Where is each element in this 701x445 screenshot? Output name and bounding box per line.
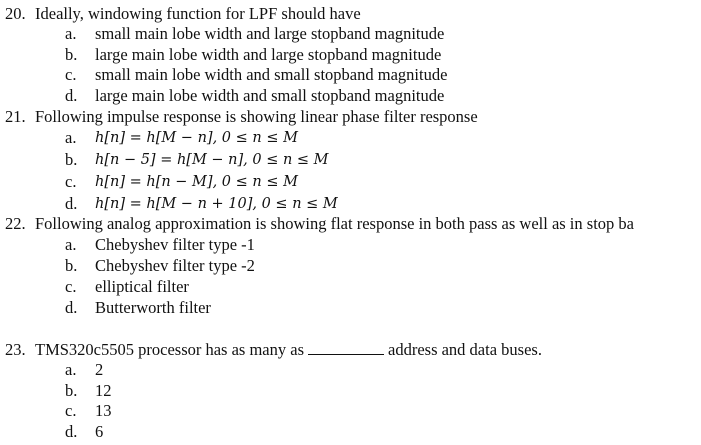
question-text <box>35 340 542 360</box>
option-letter: b. <box>65 45 78 64</box>
option-text: small main lobe width and small stopband magnitude <box>95 65 448 84</box>
option-letter: c. <box>65 401 77 420</box>
question-number: 23. <box>5 340 26 359</box>
option-letter: b. <box>65 256 78 275</box>
question-number: 21. <box>5 107 26 126</box>
question-text: Following analog approximation is showing flat response in both pass as well as in stop ba <box>35 214 634 233</box>
option-equation: h[n] = h[M − n], 0 ≤ n ≤ M <box>95 130 298 146</box>
option-letter: d. <box>65 422 78 441</box>
option-text: 2 <box>95 360 104 379</box>
option-text: large main lobe width and large stopband magnitude <box>95 45 442 64</box>
option-letter: a. <box>65 235 77 254</box>
option-text: small main lobe width and large stopband magnitude <box>95 24 445 43</box>
question-text: Following impulse response is showing linear phase filter response <box>35 107 478 126</box>
option-letter: a. <box>65 360 77 379</box>
option-text: Chebyshev filter type -2 <box>95 256 255 275</box>
option-text: elliptical filter <box>95 277 189 296</box>
question-text-before: TMS320c5505 processor has as many as <box>35 340 304 359</box>
question-number: 22. <box>5 214 26 233</box>
option-letter: a. <box>65 128 77 147</box>
option-text: large main lobe width and small stopband magnitude <box>95 86 445 105</box>
option-letter: b. <box>65 381 78 400</box>
option-equation: h[n] = h[n − M], 0 ≤ n ≤ M <box>95 174 298 190</box>
option-text: 13 <box>95 401 112 420</box>
option-equation: h[n − 5] = h[M − n], 0 ≤ n ≤ M <box>95 152 329 168</box>
option-letter: c. <box>65 277 77 296</box>
question-number: 20. <box>5 4 26 23</box>
question-text-after: address and data buses. <box>388 340 542 359</box>
option-letter: a. <box>65 24 77 43</box>
option-letter: d. <box>65 298 78 317</box>
option-text: 6 <box>95 422 104 441</box>
option-text: 12 <box>95 381 112 400</box>
option-equation: h[n] = h[M − n + 10], 0 ≤ n ≤ M <box>95 196 338 212</box>
option-text: Butterworth filter <box>95 298 211 317</box>
option-letter: b. <box>65 150 78 169</box>
option-letter: d. <box>65 86 78 105</box>
option-letter: c. <box>65 65 77 84</box>
option-text: Chebyshev filter type -1 <box>95 235 255 254</box>
option-letter: d. <box>65 194 78 213</box>
question-text: Ideally, windowing function for LPF should have <box>35 4 361 23</box>
option-letter: c. <box>65 172 77 191</box>
fill-in-blank <box>308 340 384 355</box>
